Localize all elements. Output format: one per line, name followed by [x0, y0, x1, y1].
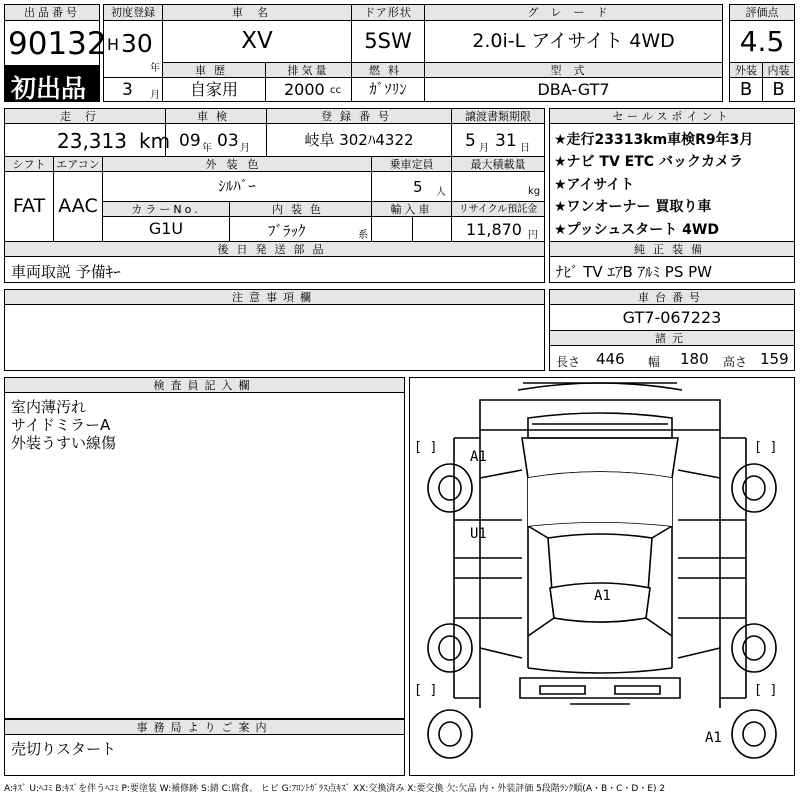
- caution-header: 注意事項欄: [4, 289, 545, 305]
- history: 自家用: [189, 80, 238, 99]
- history-header: 車歴: [162, 62, 266, 78]
- first-reg-year-cell: [103, 20, 163, 78]
- plate-number: 岐阜 302ﾊ4322: [304, 131, 414, 149]
- door-header: ドア形状: [351, 4, 425, 21]
- damage-mark: A1: [705, 730, 722, 746]
- int-grade: B: [772, 79, 785, 100]
- legend-footer: A:ｷｽﾞ U:ﾍｺﾐ B:ｷｽﾞを伴うﾍｺﾐ P:要塗装 W:補修跡 S:錆 C:腐食、 ヒビ G:ﾌﾛﾝﾄｶﾞﾗｽ点ｷｽﾞ XX:交換済み X:要交換 欠:欠品 内・外装評価 5段階ﾗﾝｸ順(A・B・C・D・E) 2: [4, 784, 666, 794]
- inspection-cell: [165, 123, 267, 157]
- ac: AAC: [58, 195, 98, 217]
- shift-cell: [4, 171, 54, 242]
- transfer-header: 譲渡書類期限: [451, 108, 545, 124]
- damage-mark: A1: [594, 588, 611, 604]
- equip-cell: [549, 256, 795, 283]
- displacement: 2000: [284, 80, 325, 99]
- inspector-note: 外装うすい線傷: [11, 434, 117, 452]
- sales-point: ★ワンオーナー 買取り車: [554, 199, 712, 215]
- capacity-cell: [371, 171, 452, 202]
- car-diagram: [409, 377, 795, 776]
- mileage-header: 走行: [4, 108, 166, 124]
- door-shape: 5SW: [364, 29, 412, 53]
- shift-header: シフト: [4, 156, 54, 172]
- later-parts-cell: [4, 256, 545, 283]
- sales-point: ★プッシュスタート 4WD: [554, 222, 719, 238]
- reg-month: 3: [122, 80, 133, 100]
- shift: FAT: [12, 195, 46, 217]
- ac-header: エアコン: [53, 156, 103, 172]
- ext-color: ｼﾙﾊﾞｰ: [218, 177, 256, 195]
- lot-no-cell: [4, 20, 107, 66]
- mileage-unit: km: [139, 129, 171, 153]
- bracket-left-top: [ ]: [414, 440, 438, 455]
- history-cell: [162, 77, 266, 102]
- int-color-cell: [229, 216, 372, 242]
- grade-header: グレード: [424, 4, 723, 21]
- int-grade-header: 内装: [762, 62, 795, 78]
- caution-box: [4, 304, 545, 371]
- damage-mark: U1: [470, 526, 487, 542]
- import-header: 輸入車: [371, 201, 452, 217]
- first-reg-month-cell: [103, 77, 163, 102]
- recycle-cell: [451, 216, 545, 242]
- length-label: 長さ: [556, 355, 581, 369]
- displacement-header: 排気量: [265, 62, 352, 78]
- equip-header: 純正装備: [549, 241, 795, 257]
- bracket-right-top: [ ]: [754, 440, 778, 455]
- reg-month-unit: 月: [150, 90, 160, 101]
- mileage-cell: [4, 123, 171, 157]
- inspector-header: 検査員記入欄: [4, 377, 405, 393]
- recycle-header: リサイクル預託金: [451, 201, 545, 217]
- plate-header: 登録番号: [266, 108, 452, 124]
- plate-cell: [266, 123, 452, 157]
- mileage: 23,313: [57, 129, 127, 153]
- bracket-right-bottom: [ ]: [754, 683, 778, 698]
- load-cell: [451, 171, 545, 202]
- transfer-month-unit: 月: [479, 143, 489, 154]
- import-cell-a: [371, 216, 413, 242]
- load-header: 最大積載量: [451, 156, 545, 172]
- ext-grade-header: 外装: [729, 62, 763, 78]
- score: 4.5: [739, 25, 785, 58]
- capacity-header: 乗車定員: [371, 156, 452, 172]
- dims-cell: [549, 345, 795, 371]
- model-cell: [424, 77, 723, 102]
- displacement-cell: [265, 77, 352, 102]
- ext-grade: B: [739, 79, 753, 100]
- first-listing-badge: [4, 65, 100, 102]
- int-color-unit: 系: [358, 230, 368, 241]
- int-grade-cell: [762, 77, 795, 102]
- color-no-header: カラーNo.: [102, 201, 230, 217]
- model-header: 型式: [424, 62, 723, 78]
- era: H: [107, 35, 120, 54]
- capacity-unit: 人: [436, 187, 446, 198]
- score-header: 評価点: [729, 4, 795, 21]
- insp-year: 09: [179, 131, 201, 151]
- sales-header: セールスポイント: [549, 108, 795, 124]
- score-cell: [729, 20, 795, 63]
- ac-cell: [53, 171, 103, 242]
- width-label: 幅: [648, 355, 661, 369]
- car-name-cell: [162, 20, 352, 63]
- car-name-header: 車名: [162, 4, 352, 21]
- ext-color-header: 外装色: [102, 156, 372, 172]
- displacement-unit: cc: [330, 85, 341, 96]
- later-parts: 車両取説 予備ｷｰ: [11, 263, 121, 281]
- transfer-month: 5: [465, 131, 476, 151]
- insp-month-unit: 月: [240, 143, 250, 154]
- transfer-cell: [451, 123, 545, 157]
- lot-no: 90132: [8, 26, 107, 62]
- reg-year-unit: 年: [150, 63, 160, 74]
- reg-year: 30: [121, 29, 153, 58]
- fuel-cell: [351, 77, 425, 102]
- height-label: 高さ: [723, 355, 748, 369]
- inspector-note: サイドミラーA: [11, 416, 111, 434]
- inspector-note: 室内薄汚れ: [11, 398, 87, 416]
- transfer-day: 31: [495, 131, 517, 151]
- model: DBA-GT7: [537, 80, 610, 99]
- office-text: 売切りスタート: [11, 740, 117, 758]
- car-outline-diagram: [410, 378, 794, 775]
- sales-point: ★ナビ TV ETC バックカメラ: [554, 154, 743, 170]
- office-header: 事務局よりご案内: [4, 719, 405, 735]
- fuel: ｶﾞｿﾘﾝ: [369, 80, 407, 98]
- sales-point: ★アイサイト: [554, 177, 635, 193]
- chassis-header: 車台番号: [549, 289, 795, 305]
- insp-year-unit: 年: [202, 143, 212, 154]
- ext-grade-cell: [729, 77, 763, 102]
- fuel-header: 燃料: [351, 62, 425, 78]
- int-color: ﾌﾞﾗｯｸ: [268, 222, 306, 240]
- recycle-unit: 円: [528, 230, 538, 241]
- int-color-header: 内装色: [229, 201, 372, 217]
- height-value: 159: [760, 350, 789, 368]
- lot-no-header: 出品番号: [4, 4, 100, 21]
- dims-header: 諸元: [549, 330, 795, 346]
- load-unit: kg: [528, 186, 541, 197]
- car-name: XV: [241, 28, 273, 54]
- color-no-cell: [102, 216, 230, 242]
- width-value: 180: [680, 350, 709, 368]
- sales-point: ★走行23313km車検R9年3月: [554, 132, 754, 148]
- first-listing-text: 初出品: [11, 74, 87, 103]
- bracket-left-bottom: [ ]: [414, 683, 438, 698]
- door-cell: [351, 20, 425, 63]
- damage-mark: A1: [470, 449, 487, 465]
- later-parts-header: 後日発送部品: [4, 241, 545, 257]
- insp-month: 03: [217, 131, 239, 151]
- chassis-cell: [549, 304, 795, 331]
- ext-color-cell: [102, 171, 372, 202]
- transfer-day-unit: 日: [520, 143, 530, 154]
- recycle-fee: 11,870: [466, 220, 522, 239]
- office-box: [4, 734, 405, 776]
- first-reg-header: 初度登録: [103, 4, 163, 21]
- equipment: ﾅﾋﾞ TV ｴｱB ｱﾙﾐ PS PW: [556, 263, 712, 281]
- grade-cell: [424, 20, 723, 63]
- inspector-box: [4, 392, 405, 719]
- capacity: 5: [413, 178, 423, 196]
- grade: 2.0i-L アイサイト 4WD: [472, 30, 675, 52]
- color-no: G1U: [148, 219, 184, 238]
- length-value: 446: [596, 350, 625, 368]
- sales-points-box: [549, 123, 795, 242]
- inspection-header: 車検: [165, 108, 267, 124]
- import-cell-b: [412, 216, 452, 242]
- chassis-number: GT7-067223: [622, 308, 722, 327]
